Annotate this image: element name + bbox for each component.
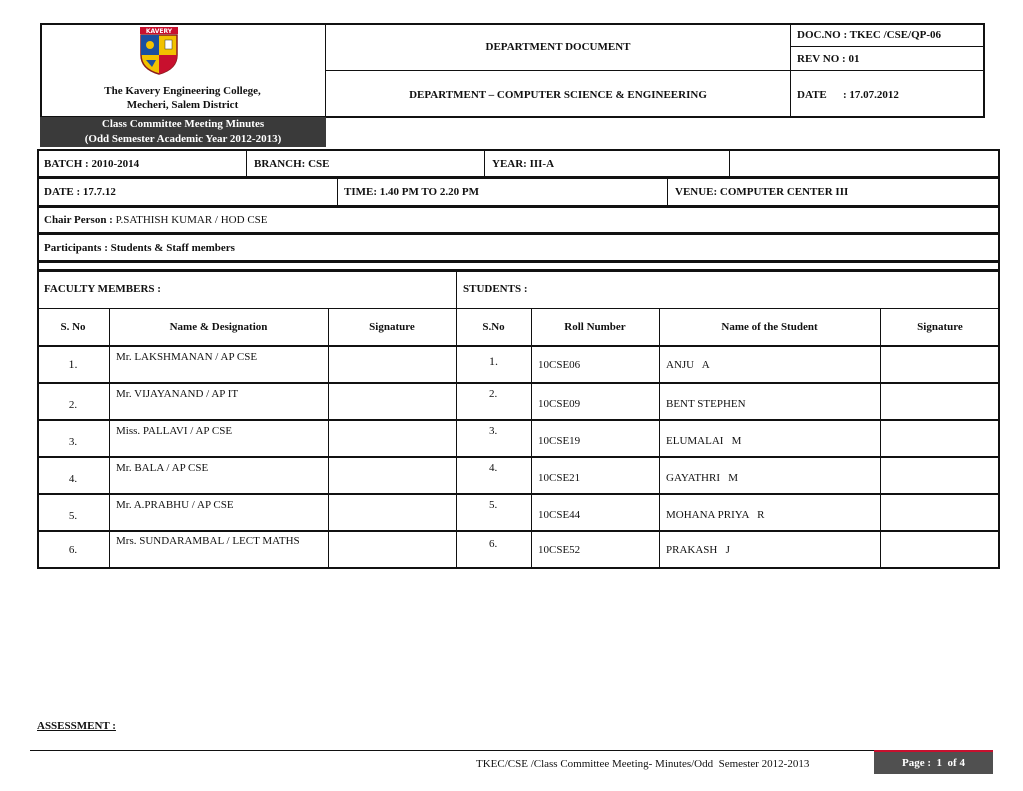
participants-field: Participants : Students & Staff members	[44, 241, 235, 254]
faculty-name: Mr. VIJAYANAND / AP IT	[116, 388, 239, 400]
faculty-signature-cell[interactable]	[329, 421, 456, 456]
row-divider	[246, 149, 247, 178]
row-divider	[337, 177, 338, 207]
college-logo	[138, 27, 180, 75]
roll-number: 10CSE21	[538, 471, 581, 484]
meeting-title-band	[40, 117, 326, 147]
table-row	[37, 458, 1000, 493]
batch-field: BATCH : 2010-2014	[44, 157, 140, 170]
student-signature-cell[interactable]	[881, 495, 999, 530]
faculty-signature-cell[interactable]	[329, 532, 456, 568]
student-signature-cell[interactable]	[881, 458, 999, 493]
department-name: DEPARTMENT – COMPUTER SCIENCE & ENGINEERING	[409, 88, 707, 101]
student-name: ANJU A	[666, 358, 710, 371]
faculty-signature-cell[interactable]	[329, 458, 456, 493]
roll-number: 10CSE09	[538, 397, 581, 410]
student-name: MOHANA PRIYA R	[666, 508, 765, 521]
revision-number: REV NO : 01	[797, 52, 860, 65]
student-name: BENT STEPHEN	[666, 397, 746, 410]
faculty-signature-cell[interactable]	[329, 384, 456, 419]
col-header-faculty-signature: Signature	[369, 320, 415, 333]
col-header-roll-number: Roll Number	[564, 320, 626, 333]
chair-value: P.SATHISH KUMAR / HOD CSE	[115, 214, 268, 226]
venue-field: VENUE: COMPUTER CENTER III	[675, 186, 849, 198]
faculty-name: Mr. LAKSHMANAN / AP CSE	[116, 351, 258, 363]
faculty-sno: 2.	[68, 398, 78, 411]
table-row	[37, 532, 1000, 568]
student-signature-cell[interactable]	[881, 347, 999, 382]
college-line-1: The Kavery Engineering College,	[104, 85, 261, 97]
faculty-name: Mrs. SUNDARAMBAL / LECT MATHS	[116, 535, 300, 547]
meeting-time-field: TIME: 1.40 PM TO 2.20 PM	[344, 186, 479, 198]
college-line-2: Mecheri, Salem District	[126, 99, 239, 111]
chair-person-field	[44, 206, 944, 234]
meeting-date-field: DATE : 17.7.12	[44, 186, 116, 198]
col-header-student-signature: Signature	[917, 320, 963, 333]
date-value: : 17.07.2012	[843, 88, 899, 101]
faculty-name: Miss. PALLAVI / AP CSE	[116, 425, 233, 437]
student-signature-cell[interactable]	[881, 384, 999, 419]
date-label: DATE	[797, 88, 827, 101]
col-header-student-sno: S.No	[482, 320, 505, 333]
doc-number: DOC.NO : TKEC /CSE/QP-06	[797, 29, 942, 41]
student-sno: 4.	[489, 462, 498, 474]
chair-label: Chair Person :	[44, 214, 113, 226]
student-signature-cell[interactable]	[881, 532, 999, 568]
assessment-label: ASSESSMENT :	[37, 720, 116, 732]
header-date	[797, 71, 982, 118]
roll-number: 10CSE06	[538, 358, 581, 371]
faculty-sno: 6.	[68, 544, 78, 556]
doc-title: DEPARTMENT DOCUMENT	[485, 40, 631, 53]
year-field: YEAR: III-A	[492, 157, 555, 170]
faculty-sno: 4.	[68, 472, 78, 485]
student-sno: 5.	[489, 499, 498, 511]
roll-number: 10CSE52	[538, 544, 581, 556]
student-signature-cell[interactable]	[881, 421, 999, 456]
logo-text: KAVERY	[145, 28, 173, 35]
roll-number: 10CSE44	[538, 508, 581, 521]
footer-doc-ref: TKEC/CSE /Class Committee Meeting- Minutes/Odd Semester 2012-2013	[476, 758, 810, 770]
page-number: Page : 1 of 4	[874, 752, 993, 774]
college-name	[40, 84, 325, 112]
student-sno: 3.	[489, 425, 498, 437]
student-name: PRAKASH J	[666, 544, 730, 556]
footer-rule	[30, 750, 993, 751]
band-line-1: Class Committee Meeting Minutes	[101, 118, 265, 130]
faculty-sno: 5.	[68, 509, 78, 522]
band-line-2: (Odd Semester Academic Year 2012-2013)	[84, 133, 282, 145]
student-name: GAYATHRI M	[666, 471, 739, 484]
faculty-signature-cell[interactable]	[329, 347, 456, 382]
faculty-heading: FACULTY MEMBERS :	[44, 283, 161, 295]
faculty-signature-cell[interactable]	[329, 495, 456, 530]
col-header-name-designation: Name & Designation	[169, 320, 268, 333]
faculty-name: Mr. A.PRABHU / AP CSE	[116, 499, 234, 511]
faculty-sno: 1.	[68, 357, 78, 371]
row-divider	[729, 149, 730, 178]
table-row	[37, 384, 1000, 419]
row-divider	[484, 149, 485, 178]
student-name: ELUMALAI M	[666, 434, 742, 447]
faculty-name: Mr. BALA / AP CSE	[116, 462, 209, 474]
row-divider	[667, 177, 668, 207]
table-row	[37, 495, 1000, 530]
faculty-sno: 3.	[68, 435, 78, 448]
branch-field: BRANCH: CSE	[254, 157, 330, 170]
students-heading: STUDENTS :	[463, 283, 528, 295]
student-sno: 1.	[489, 354, 498, 368]
table-row	[37, 421, 1000, 456]
col-header-student-name: Name of the Student	[721, 320, 818, 333]
table-row	[37, 347, 1000, 382]
student-sno: 2.	[489, 388, 498, 400]
col-header-sno: S. No	[60, 320, 86, 333]
roll-number: 10CSE19	[538, 434, 581, 447]
student-sno: 6.	[489, 538, 498, 550]
